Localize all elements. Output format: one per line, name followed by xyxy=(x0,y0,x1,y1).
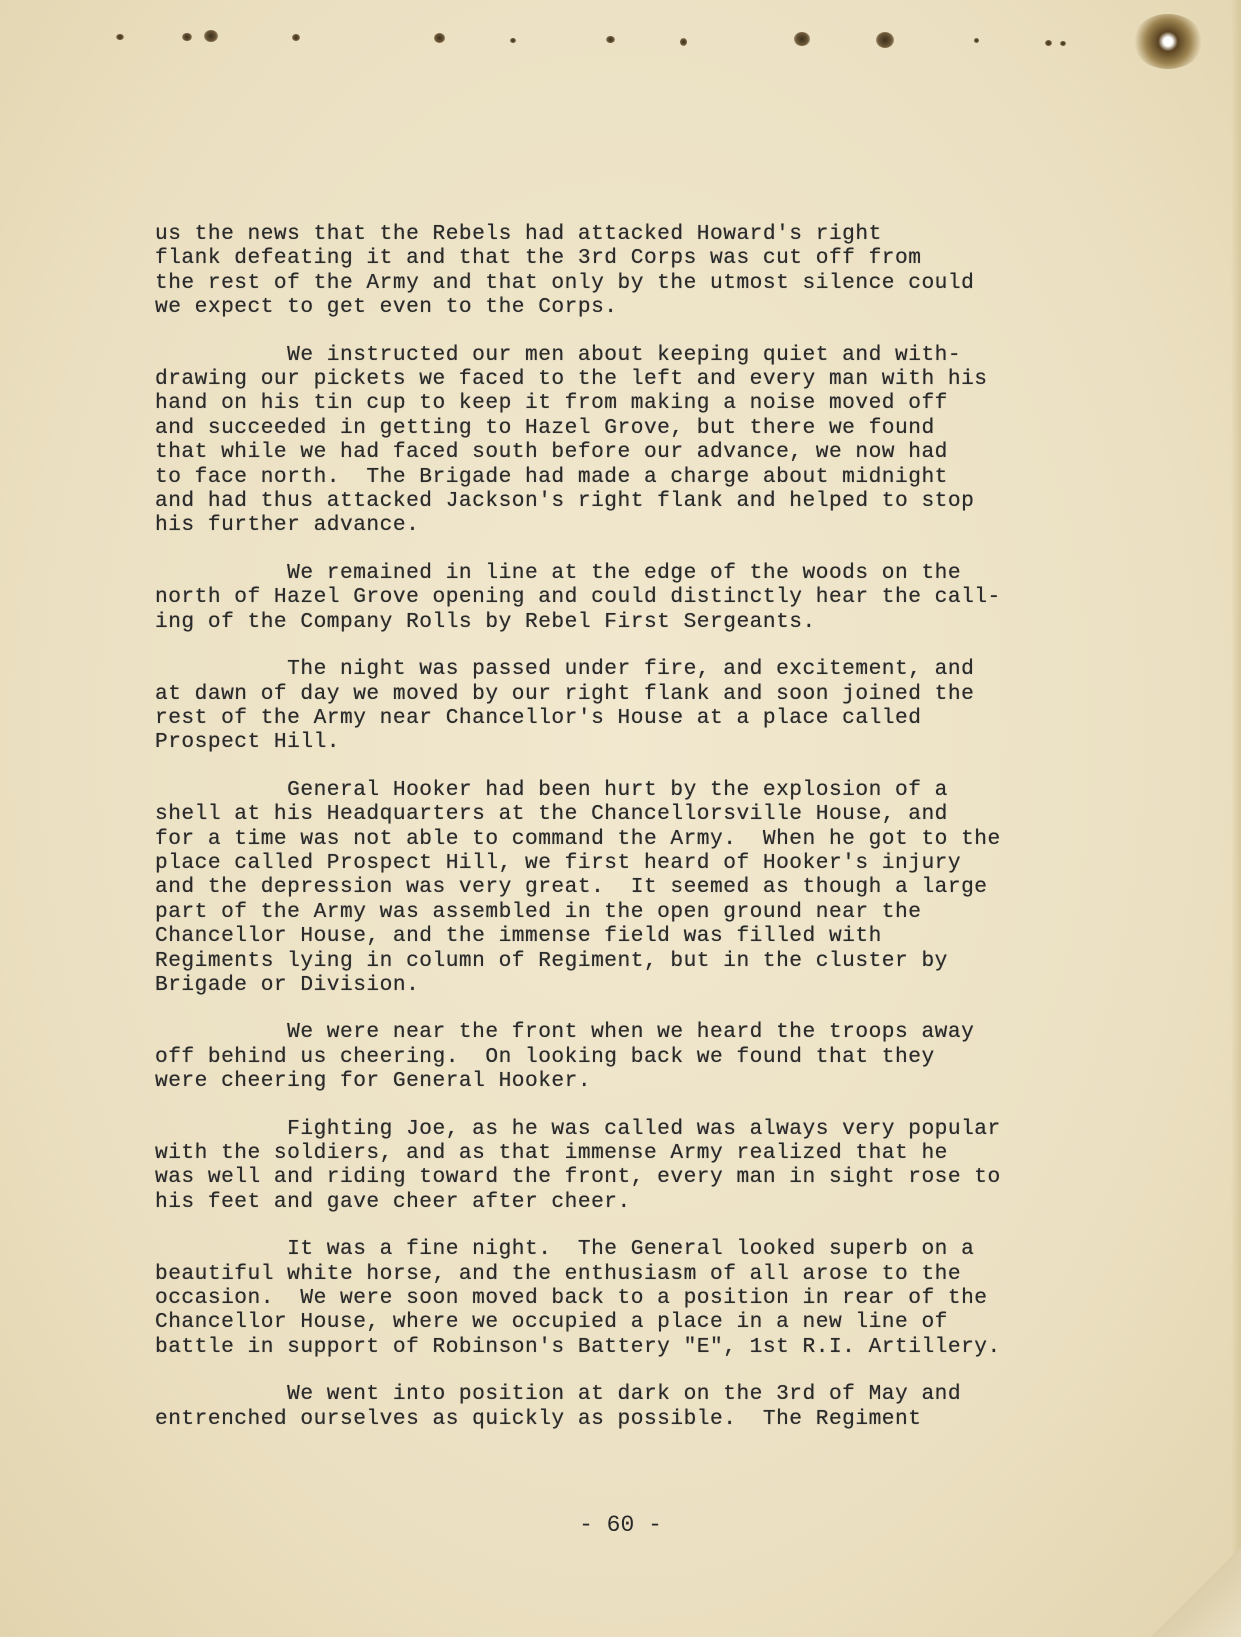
typed-text-body xyxy=(155,222,1095,1454)
paragraph: General Hooker had been hurt by the explosion of a shell at his Headquarters at the Chancellorsville House, and for a time was not able to command the Army. When he got to the place called Prospect Hill, we first heard of Hooker's injury and the depression was very great. It seemed as though a large part of the Army was assembled in the open ground near the Chancellor House, and the immense field was filled with Regiments lying in column of Regiment, but in the cluster by Brigade or Division. xyxy=(155,777,1001,997)
paragraph: Fighting Joe, as he was called was always very popular with the soldiers, and as that immense Army realized that he was well and riding toward the front, every man in sight rose to his feet and gave cheer after cheer. xyxy=(155,1116,1001,1214)
punch-hole xyxy=(876,32,894,48)
punch-hole xyxy=(510,38,516,43)
punch-hole xyxy=(606,36,615,43)
punch-hole xyxy=(680,38,687,46)
punch-hole xyxy=(1060,41,1066,46)
page-edge-shadow xyxy=(1231,0,1241,1637)
page-number: - 60 - xyxy=(579,1512,662,1538)
paragraph: We remained in line at the edge of the woods on the north of Hazel Grove opening and could distinctly hear the call- ing of the Company Rolls by Rebel First Sergeants. xyxy=(155,560,1001,634)
punch-hole-row xyxy=(0,0,1241,90)
punch-hole xyxy=(974,38,979,43)
paragraph: It was a fine night. The General looked superb on a beautiful white horse, and the enthusiasm of all arose to the occasion. We were soon moved back to a position in rear of the Chancellor House, where we occupied a place in a new line of battle in support of Robinson's Battery "E", 1st R.I. Artillery. xyxy=(155,1237,1001,1359)
paragraph: us the news that the Rebels had attacked Howard's right flank defeating it and that the 3rd Corps was cut off from the rest of the Army and that only by the utmost silence could we expect to get even to the Corps. xyxy=(155,222,975,320)
burn-hole xyxy=(1133,14,1203,69)
paragraph: We instructed our men about keeping quiet and with- drawing our pickets we faced to the left and every man with his hand on his tin cup to keep it from making a noise moved off and succeeded in getting to Hazel Grove, but there we found that while we had faced south before our advance, we now had to face north. The Brigade had made a charge about midnight and had thus attacked Jackson's right flank and helped to stop his further advance. xyxy=(155,342,988,538)
paragraph: The night was passed under fire, and excitement, and at dawn of day we moved by our right flank and soon joined the rest of the Army near Chancellor's House at a place called Prospect Hill. xyxy=(155,657,975,755)
punch-hole xyxy=(434,33,445,43)
punch-hole xyxy=(292,34,300,41)
punch-hole xyxy=(1045,40,1052,46)
punch-hole xyxy=(794,32,810,46)
corner-fold xyxy=(1151,1547,1241,1637)
paragraph: We were near the front when we heard the troops away off behind us cheering. On looking back we found that they were cheering for General Hooker. xyxy=(155,1020,975,1094)
punch-hole xyxy=(116,34,124,40)
punch-hole xyxy=(204,30,218,42)
punch-hole xyxy=(182,33,192,41)
paragraph: We went into position at dark on the 3rd of May and entrenched ourselves as quickly as possible. The Regiment xyxy=(155,1382,962,1431)
